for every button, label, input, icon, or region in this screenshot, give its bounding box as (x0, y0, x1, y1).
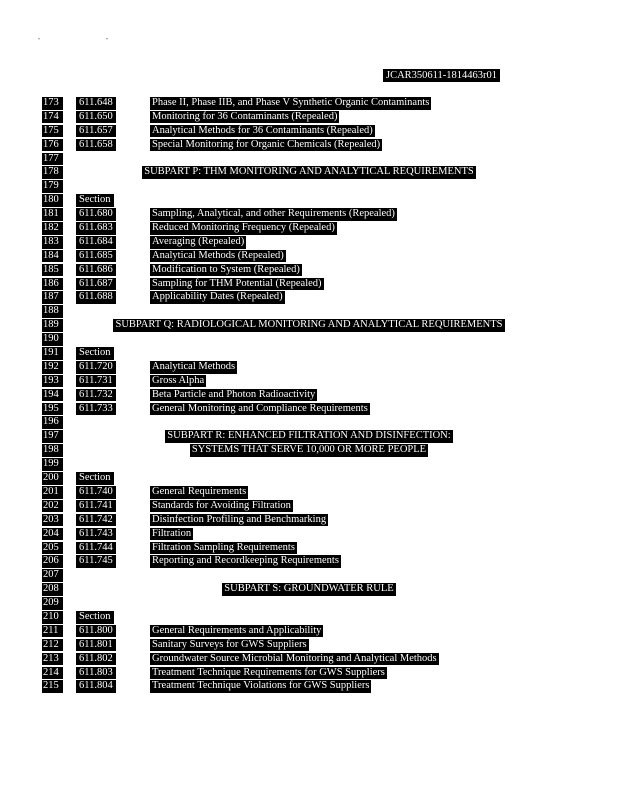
line-number: 185 (42, 264, 63, 277)
section-title: Reduced Monitoring Frequency (Repealed) (152, 222, 335, 234)
line-number: 181 (42, 208, 63, 221)
subpart-heading-wrap (42, 583, 576, 596)
section-number: 611.720 (76, 361, 116, 374)
section-number: 611.801 (76, 639, 116, 652)
subpart-heading: SUBPART R: ENHANCED FILTRATION AND DISINFECTION: (167, 430, 451, 442)
line-number: 199 (42, 458, 63, 471)
line-number: 174 (42, 111, 63, 124)
line-number: 182 (42, 222, 63, 235)
section-number: 611.680 (76, 208, 116, 221)
line-number: 200 (42, 472, 63, 485)
subpart-heading: SUBPART Q: RADIOLOGICAL MONITORING AND ANALYTICAL REQUIREMENTS (115, 319, 503, 331)
section-number: 611.648 (76, 97, 116, 110)
subpart-heading: SYSTEMS THAT SERVE 10,000 OR MORE PEOPLE (191, 444, 427, 456)
subpart-heading: SUBPART P: THM MONITORING AND ANALYTICAL REQUIREMENTS (144, 166, 474, 178)
section-title: Modification to System (Repealed) (152, 263, 300, 275)
line-number: 213 (42, 653, 63, 666)
section-number: 611.683 (76, 222, 116, 235)
subpart-heading-wrap (42, 166, 576, 179)
section-number: Section (76, 472, 114, 485)
line-number: 208 (42, 583, 63, 596)
line-number: 186 (42, 278, 63, 291)
section-title: Applicability Dates (Repealed) (152, 291, 283, 303)
section-number: Section (76, 194, 114, 207)
line-number: 207 (42, 569, 63, 582)
section-title: Treatment Technique Violations for GWS Suppliers (152, 680, 370, 692)
section-number: 611.740 (76, 486, 116, 499)
section-number: 611.686 (76, 264, 116, 277)
line-number: 183 (42, 236, 63, 249)
section-title: Analytical Methods (152, 360, 236, 372)
section-title: Gross Alpha (152, 374, 205, 386)
section-title: Phase II, Phase IIB, and Phase V Synthetic Organic Contaminants (152, 97, 430, 108)
line-number: 201 (42, 486, 63, 499)
section-number: Section (76, 611, 114, 624)
line-number: 205 (42, 542, 63, 555)
subpart-heading-wrap (42, 444, 576, 457)
section-title: General Monitoring and Compliance Requirements (152, 402, 368, 414)
section-number: 611.802 (76, 653, 116, 666)
section-number: 611.684 (76, 236, 116, 249)
document-id: JCAR350611-1814463r01 (383, 69, 500, 82)
section-number: 611.658 (76, 139, 116, 152)
line-number: 180 (42, 194, 63, 207)
section-title: Filtration Sampling Requirements (152, 541, 295, 553)
section-title: Analytical Methods for 36 Contaminants (Repealed) (152, 124, 373, 136)
section-number: Section (76, 347, 114, 360)
section-title: Monitoring for 36 Contaminants (Repealed) (152, 110, 338, 122)
section-title: Analytical Methods (Repealed) (152, 249, 284, 261)
section-title: Treatment Technique Requirements for GWS Suppliers (152, 666, 385, 678)
line-number: 195 (42, 403, 63, 416)
line-number: 203 (42, 514, 63, 527)
section-title: Sampling, Analytical, and other Requirements (Repealed) (152, 208, 395, 220)
line-number: 202 (42, 500, 63, 513)
section-title: Groundwater Source Microbial Monitoring and Analytical Methods (152, 652, 437, 664)
line-number: 178 (42, 166, 63, 179)
line-number: 210 (42, 611, 63, 624)
section-title: Filtration (152, 527, 192, 539)
section-number: 611.657 (76, 125, 116, 138)
line-number: 214 (42, 667, 63, 680)
section-title: Sampling for THM Potential (Repealed) (152, 277, 322, 289)
section-title: Reporting and Recordkeeping Requirements (152, 555, 339, 567)
line-number: 193 (42, 375, 63, 388)
subpart-heading-wrap (42, 430, 576, 443)
section-number: 611.803 (76, 667, 116, 680)
line-number: 204 (42, 528, 63, 541)
section-title: Beta Particle and Photon Radioactivity (152, 388, 316, 400)
section-title: Standards for Avoiding Filtration (152, 499, 291, 511)
section-number: 611.731 (76, 375, 116, 388)
section-title: Sanitary Surveys for GWS Suppliers (152, 638, 307, 650)
section-number: 611.742 (76, 514, 116, 527)
line-number: 211 (42, 625, 63, 638)
line-number: 179 (42, 180, 63, 193)
line-number: 189 (42, 319, 63, 332)
section-title: Special Monitoring for Organic Chemicals (Repealed) (152, 138, 381, 150)
section-number: 611.804 (76, 680, 116, 693)
line-number: 206 (42, 555, 63, 568)
corner-marks: " " (38, 38, 141, 44)
line-number: 212 (42, 639, 63, 652)
subpart-heading: SUBPART S: GROUNDWATER RULE (224, 583, 394, 595)
line-number: 209 (42, 597, 63, 610)
line-number: 194 (42, 389, 63, 402)
section-number: 611.687 (76, 278, 116, 291)
section-title: Averaging (Repealed) (152, 235, 245, 247)
section-number: 611.688 (76, 291, 116, 304)
section-number: 611.733 (76, 403, 116, 416)
line-number: 191 (42, 347, 63, 360)
section-number: 611.800 (76, 625, 116, 638)
line-number: 187 (42, 291, 63, 304)
section-title: Disinfection Profiling and Benchmarking (152, 513, 327, 525)
line-number: 197 (42, 430, 63, 443)
section-number: 611.732 (76, 389, 116, 402)
line-number: 188 (42, 305, 63, 318)
section-number: 611.745 (76, 555, 116, 568)
line-number: 176 (42, 139, 63, 152)
section-number: 611.685 (76, 250, 116, 263)
line-number: 196 (42, 416, 63, 429)
section-title: General Requirements and Applicability (152, 624, 322, 636)
section-number: 611.744 (76, 542, 116, 555)
line-number: 184 (42, 250, 63, 263)
section-title: General Requirements (152, 485, 247, 497)
subpart-heading-wrap (42, 319, 576, 332)
line-number: 177 (42, 153, 63, 166)
line-number: 175 (42, 125, 63, 138)
line-number: 173 (42, 97, 63, 110)
section-number: 611.743 (76, 528, 116, 541)
section-number: 611.650 (76, 111, 116, 124)
line-number: 198 (42, 444, 63, 457)
line-number: 192 (42, 361, 63, 374)
section-number: 611.741 (76, 500, 116, 513)
line-number: 190 (42, 333, 63, 346)
line-number: 215 (42, 680, 63, 693)
